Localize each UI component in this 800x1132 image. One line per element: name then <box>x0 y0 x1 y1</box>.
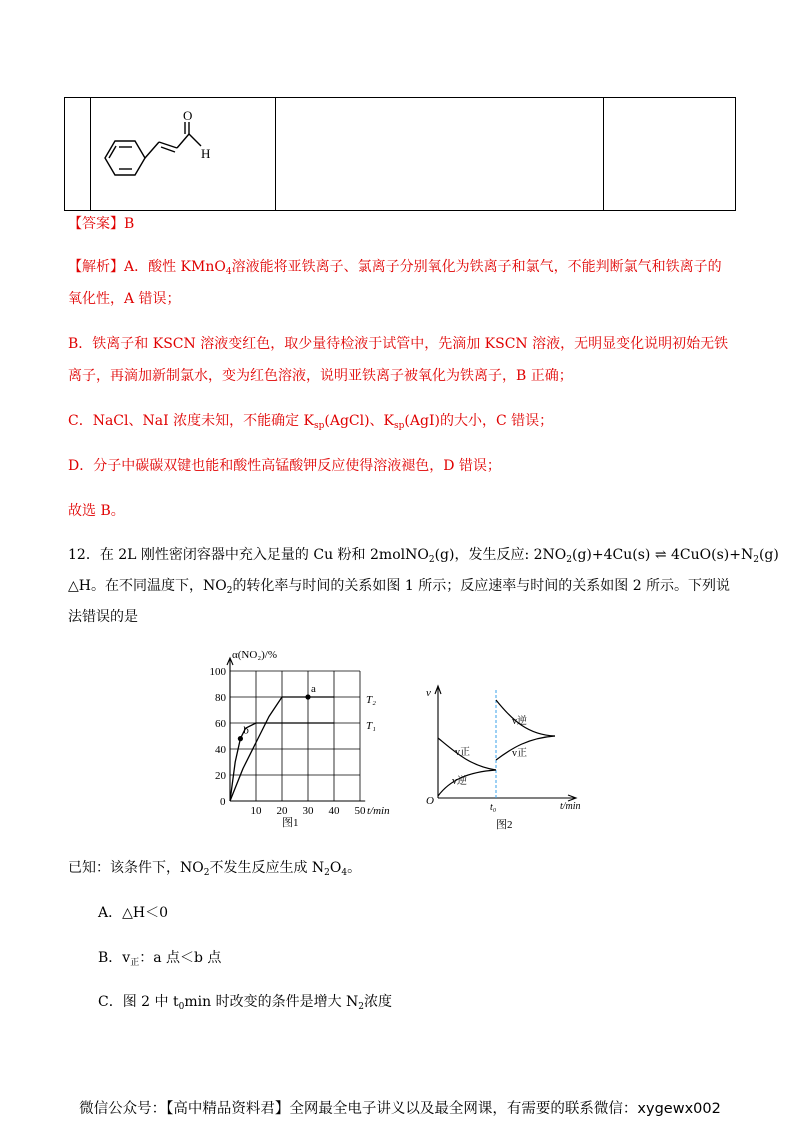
answer-line <box>68 213 134 235</box>
figure1-xlabel: t/min <box>367 805 390 817</box>
footer-note: 微信公众号：【高中精品资料君】全网最全电子讲义以及最全网课，有需要的联系微信：xygewx002 <box>79 1101 721 1117</box>
figure1-xtick-label: 50 <box>354 805 366 817</box>
question-number: 12． <box>68 547 100 563</box>
option-b: B．$v_正$：a 点＜b 点 <box>98 950 222 968</box>
known-condition: 已知：该条件下，$NO_2$不发生反应生成 $N_2O_4$。 <box>68 860 362 878</box>
figure2-origin: O <box>426 795 434 807</box>
analysis-b-line1: B．铁离子和 KSCN 溶液变红色，取少量待检液于试管中，先滴加 KSCN 溶液，无明显变化说明初始无铁 <box>68 336 729 352</box>
option-a: A．△H＜0 <box>98 905 168 921</box>
figure2-chart <box>420 680 590 835</box>
option-c: C．图 2 中 $t_0\min$ 时改变的条件是增大 $N_2$浓度 <box>98 994 392 1012</box>
table-cell-index <box>65 98 91 211</box>
figure2-label-vreverse-1: v逆 <box>452 776 467 787</box>
figure1-ytick-label: 80 <box>215 692 226 704</box>
figure1-xtick-label: 10 <box>250 805 262 817</box>
figure2-label-vforward-2: v正 <box>512 748 527 759</box>
figure2-ylabel: v <box>426 687 431 699</box>
figure1-point-a <box>305 694 310 699</box>
figure1-series-label-t2: T₂ <box>366 694 376 706</box>
figure2-xlabel: t/min <box>560 801 581 812</box>
figure2-label-vreverse-2: v逆 <box>512 716 527 727</box>
table-cell-empty-2 <box>604 98 736 211</box>
structure-table <box>64 97 736 211</box>
figure1-ytick-label: 40 <box>215 744 226 756</box>
figure1-caption: 图1 <box>282 817 299 829</box>
figure1-point-label-b: b <box>243 724 249 737</box>
figure1-xtick-label: 30 <box>302 805 314 817</box>
analysis-a-line2: 氧化性，A 错误； <box>68 291 181 307</box>
figure1-ytick-label: 100 <box>209 666 226 678</box>
figure1-origin: 0 <box>220 796 226 808</box>
question-line3: 法错误的是 <box>68 609 138 625</box>
figure1-point-b <box>238 736 243 741</box>
analysis-d-line: D．分子中碳碳双键也能和酸性高锰酸钾反应使得溶液褪色，D 错误； <box>68 458 501 474</box>
figure1-ytick-label: 60 <box>215 718 226 730</box>
figure1-xtick-label: 40 <box>328 805 340 817</box>
answer-label: 【答案】 <box>68 216 124 232</box>
analysis-a-line1: 【解析】A．酸性 KMnO$_4$溶液能将亚铁离子、氯离子分别氧化为铁离子和氯气，不能判断氯气和铁离子的 <box>68 259 722 277</box>
figure1-chart <box>196 645 406 835</box>
figure1-ytick-label: 20 <box>215 770 226 782</box>
figure2-caption: 图2 <box>496 819 513 831</box>
figure1-ylabel: α(NO₂)/% <box>232 649 278 661</box>
table-cell-empty-1 <box>275 98 603 211</box>
figure2-curve-reverse-1 <box>438 770 496 796</box>
figure1-xtick-label: 20 <box>276 805 288 817</box>
analysis-label: 【解析】 <box>68 259 124 275</box>
analysis-c-line: C．NaCl、NaI 浓度未知，不能确定 $K_{sp}(AgCl)$、$K_{sp}(AgI)$的大小，C 错误； <box>68 413 554 431</box>
figure1-series-label-t1: T₁ <box>366 720 376 732</box>
analysis-b-line2: 离子，再滴加新制氯水，变为红色溶液，说明亚铁离子被氧化为铁离子，B 正确； <box>68 368 573 384</box>
hydrogen-label: H <box>200 146 211 161</box>
question-line2: △H。在不同温度下，$NO_2$的转化率与时间的关系如图 1 所示；反应速率与时间的关系如图 2 所示。下列说 <box>68 578 731 596</box>
question-line1: 12．在 2L 刚性密闭容器中充入足量的 Cu 粉和 2molNO$_2$(g)，发生反应: $2NO_2(g)+4Cu(s)$ ⇌ $4CuO(s)+N_2(g)$ <box>68 547 779 565</box>
oxygen-label: O <box>182 108 193 123</box>
cinnamaldehyde-structure <box>91 98 275 206</box>
answer-value: B <box>124 216 135 232</box>
figure2-t0-label: t₀ <box>490 802 497 813</box>
figure1-point-label-a: a <box>311 683 316 695</box>
figure2-label-vforward-1: v正 <box>455 747 470 758</box>
table-cell-structure <box>90 98 275 211</box>
equilibrium-arrow: ⇌ <box>654 547 667 563</box>
analysis-conclusion: 故选 B。 <box>68 503 125 519</box>
